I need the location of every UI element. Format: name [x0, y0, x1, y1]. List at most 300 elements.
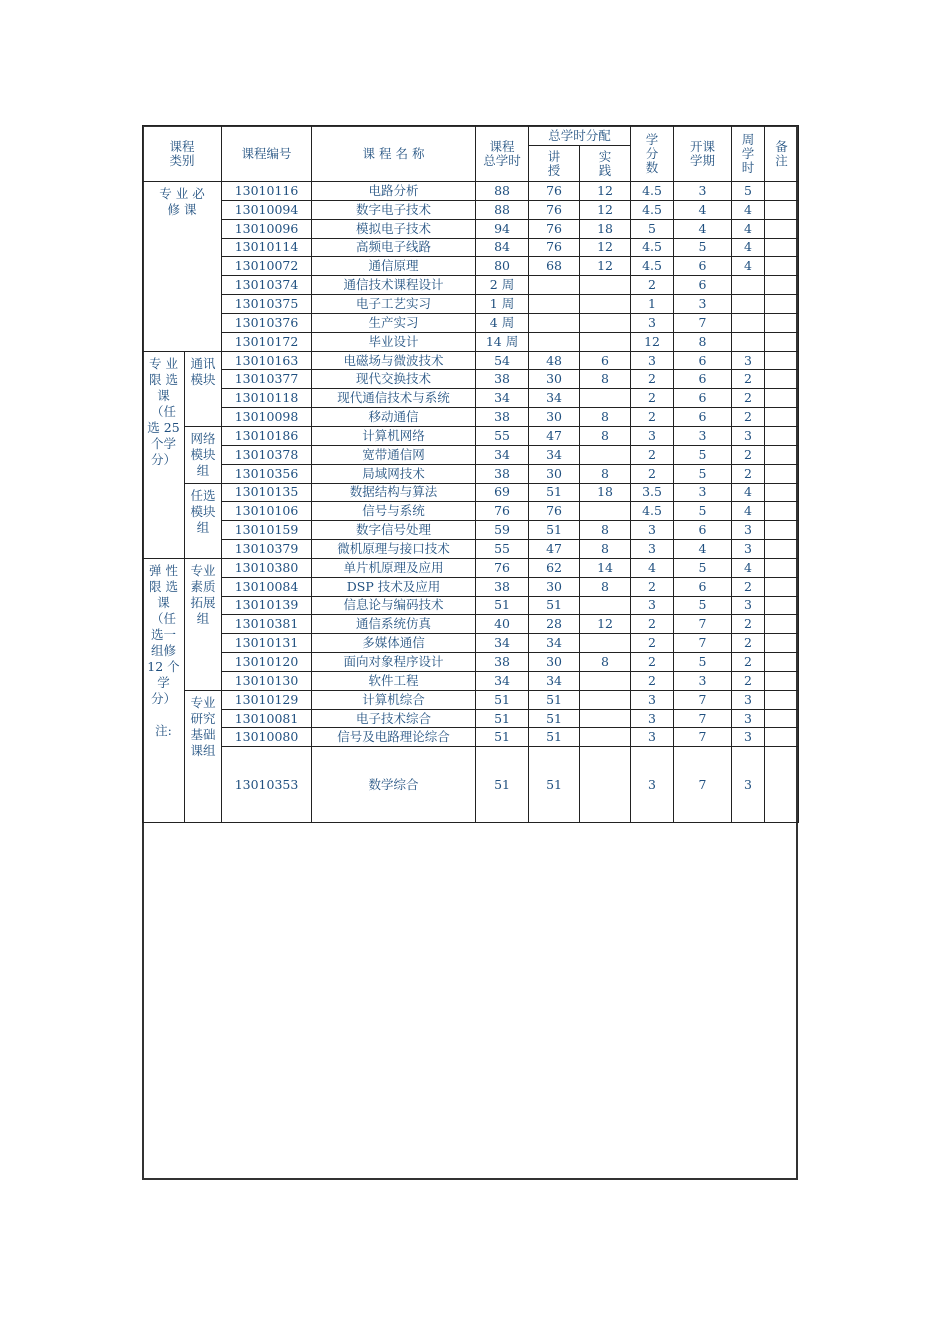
table-row [143, 200, 799, 219]
course-name: 高频电子线路 [312, 238, 476, 257]
lecture-hours: 47 [529, 540, 580, 559]
table-header [143, 126, 799, 182]
course-name: 现代交换技术 [312, 370, 476, 389]
semester: 5 [674, 238, 732, 257]
course-name: 计算机综合 [312, 690, 476, 709]
credits: 4.5 [631, 238, 674, 257]
semester: 4 [674, 200, 732, 219]
total-hours: 1 周 [476, 295, 529, 314]
remark [765, 634, 799, 653]
remark [765, 200, 799, 219]
remark [765, 653, 799, 672]
course-code: 13010084 [222, 577, 312, 596]
course-name: 数字电子技术 [312, 200, 476, 219]
header-lecture [529, 146, 580, 182]
lecture-hours: 51 [529, 747, 580, 823]
table-row [143, 351, 799, 370]
credits: 3 [631, 521, 674, 540]
lecture-hours: 30 [529, 408, 580, 427]
course-name: 电子工艺实习 [312, 295, 476, 314]
course-code: 13010377 [222, 370, 312, 389]
course-code: 13010172 [222, 332, 312, 351]
practice-hours: 8 [580, 426, 631, 445]
semester: 4 [674, 540, 732, 559]
header-remarks [765, 126, 799, 182]
course-name: 通信技术课程设计 [312, 276, 476, 295]
course-name: 单片机原理及应用 [312, 558, 476, 577]
lecture-hours: 51 [529, 483, 580, 502]
table-row [143, 483, 799, 502]
total-hours: 84 [476, 238, 529, 257]
credits: 4.5 [631, 182, 674, 201]
semester: 7 [674, 634, 732, 653]
weekly-hours: 4 [732, 238, 765, 257]
group-quality-label: 专业 素质 拓展 组 [190, 562, 216, 626]
lecture-hours: 34 [529, 634, 580, 653]
course-name: 微机原理与接口技术 [312, 540, 476, 559]
semester: 6 [674, 389, 732, 408]
credits: 4.5 [631, 257, 674, 276]
credits: 3 [631, 747, 674, 823]
module-network [185, 426, 222, 483]
credits: 2 [631, 634, 674, 653]
total-hours: 76 [476, 502, 529, 521]
header-lecture-text: 讲 授 [547, 148, 561, 178]
practice-hours: 8 [580, 540, 631, 559]
table-row [143, 709, 799, 728]
practice-hours: 18 [580, 483, 631, 502]
course-table [142, 125, 799, 823]
weekly-hours: 3 [732, 521, 765, 540]
credits: 2 [631, 408, 674, 427]
course-name: 电子技术综合 [312, 709, 476, 728]
header-total-hours [476, 126, 529, 182]
table-row [143, 445, 799, 464]
lecture-hours: 76 [529, 200, 580, 219]
practice-hours [580, 690, 631, 709]
course-code: 13010353 [222, 747, 312, 823]
course-name: 多媒体通信 [312, 634, 476, 653]
remark [765, 389, 799, 408]
practice-hours [580, 596, 631, 615]
remark [765, 238, 799, 257]
group-required-label: 专 业 必 修 课 [159, 186, 205, 217]
course-code: 13010376 [222, 313, 312, 332]
practice-hours: 18 [580, 219, 631, 238]
total-hours: 80 [476, 257, 529, 276]
course-name: 模拟电子技术 [312, 219, 476, 238]
table-row [143, 408, 799, 427]
header-practice-text: 实 践 [598, 148, 612, 178]
semester: 5 [674, 653, 732, 672]
course-name: 电路分析 [312, 182, 476, 201]
credits: 3 [631, 728, 674, 747]
lecture-hours: 34 [529, 389, 580, 408]
remark [765, 540, 799, 559]
table-row [143, 502, 799, 521]
lecture-hours: 76 [529, 219, 580, 238]
credits: 3 [631, 709, 674, 728]
header-name: 课 程 名 称 [312, 126, 476, 182]
table-row [143, 577, 799, 596]
remark [765, 728, 799, 747]
remark [765, 483, 799, 502]
semester: 7 [674, 747, 732, 823]
semester: 6 [674, 351, 732, 370]
lecture-hours: 28 [529, 615, 580, 634]
weekly-hours: 4 [732, 483, 765, 502]
module-comm [185, 351, 222, 426]
semester: 3 [674, 295, 732, 314]
total-hours: 14 周 [476, 332, 529, 351]
weekly-hours: 2 [732, 634, 765, 653]
remark [765, 276, 799, 295]
total-hours: 34 [476, 671, 529, 690]
course-code: 13010186 [222, 426, 312, 445]
remark [765, 521, 799, 540]
course-code: 13010379 [222, 540, 312, 559]
total-hours: 38 [476, 653, 529, 672]
course-name: 通信系统仿真 [312, 615, 476, 634]
header-category-text: 课程 类别 [169, 138, 195, 168]
credits: 2 [631, 615, 674, 634]
remark [765, 295, 799, 314]
weekly-hours: 3 [732, 690, 765, 709]
table-row [143, 653, 799, 672]
course-name: 信号及电路理论综合 [312, 728, 476, 747]
course-code: 13010080 [222, 728, 312, 747]
semester: 5 [674, 502, 732, 521]
course-code: 13010163 [222, 351, 312, 370]
semester: 3 [674, 182, 732, 201]
credits: 4.5 [631, 502, 674, 521]
header-code: 课程编号 [222, 126, 312, 182]
lecture-hours: 34 [529, 671, 580, 690]
weekly-hours: 3 [732, 596, 765, 615]
weekly-hours: 2 [732, 615, 765, 634]
practice-hours: 12 [580, 257, 631, 276]
course-name: 数字信号处理 [312, 521, 476, 540]
remark [765, 464, 799, 483]
course-name: 毕业设计 [312, 332, 476, 351]
lecture-hours: 76 [529, 182, 580, 201]
credits: 2 [631, 276, 674, 295]
weekly-hours: 2 [732, 389, 765, 408]
weekly-hours: 4 [732, 219, 765, 238]
practice-hours [580, 502, 631, 521]
total-hours: 51 [476, 728, 529, 747]
header-weekly-hours [732, 126, 765, 182]
header-semester-text: 开课 学期 [690, 138, 716, 168]
total-hours: 34 [476, 634, 529, 653]
lecture-hours [529, 332, 580, 351]
semester: 7 [674, 709, 732, 728]
course-name: 计算机网络 [312, 426, 476, 445]
credits: 2 [631, 464, 674, 483]
course-code: 13010120 [222, 653, 312, 672]
remark [765, 257, 799, 276]
remark [765, 370, 799, 389]
table-row [143, 257, 799, 276]
practice-hours [580, 634, 631, 653]
credits: 3.5 [631, 483, 674, 502]
practice-hours: 12 [580, 238, 631, 257]
semester: 6 [674, 370, 732, 389]
practice-hours: 6 [580, 351, 631, 370]
header-category [143, 126, 222, 182]
lecture-hours: 51 [529, 521, 580, 540]
weekly-hours: 2 [732, 408, 765, 427]
practice-hours [580, 276, 631, 295]
total-hours: 38 [476, 370, 529, 389]
header-total-hours-text: 课程 总学时 [483, 138, 521, 168]
total-hours: 51 [476, 690, 529, 709]
lecture-hours: 30 [529, 577, 580, 596]
group-research-label: 专业 研究 基础 课组 [190, 694, 216, 758]
credits: 3 [631, 313, 674, 332]
course-code: 13010096 [222, 219, 312, 238]
group-required [143, 182, 222, 352]
course-name: 局域网技术 [312, 464, 476, 483]
total-hours: 55 [476, 540, 529, 559]
table-row [143, 690, 799, 709]
practice-hours: 14 [580, 558, 631, 577]
table-row [143, 615, 799, 634]
course-name: 通信原理 [312, 257, 476, 276]
group-limited-label: 专 业 限 选 课 （任 选 25 个学 分） [147, 355, 180, 467]
table-row [143, 182, 799, 201]
practice-hours [580, 445, 631, 464]
course-code: 13010118 [222, 389, 312, 408]
header-hours-split: 总学时分配 [529, 126, 631, 146]
semester: 6 [674, 276, 732, 295]
weekly-hours: 4 [732, 502, 765, 521]
table-row [143, 747, 799, 823]
remark [765, 690, 799, 709]
course-code: 13010094 [222, 200, 312, 219]
weekly-hours [732, 313, 765, 332]
table-row [143, 370, 799, 389]
practice-hours: 8 [580, 653, 631, 672]
practice-hours [580, 332, 631, 351]
total-hours: 94 [476, 219, 529, 238]
group-quality [185, 558, 222, 690]
practice-hours [580, 295, 631, 314]
credits: 2 [631, 577, 674, 596]
notes-area [144, 824, 796, 1178]
practice-hours: 12 [580, 200, 631, 219]
module-optional [185, 483, 222, 558]
course-code: 13010378 [222, 445, 312, 464]
header-weekly-hours-text: 周 学 时 [741, 131, 755, 175]
remark [765, 313, 799, 332]
header-semester [674, 126, 732, 182]
credits: 3 [631, 690, 674, 709]
total-hours: 88 [476, 182, 529, 201]
credits: 5 [631, 219, 674, 238]
header-credits [631, 126, 674, 182]
practice-hours: 8 [580, 577, 631, 596]
lecture-hours [529, 295, 580, 314]
lecture-hours: 51 [529, 596, 580, 615]
course-code: 13010135 [222, 483, 312, 502]
table-row [143, 596, 799, 615]
weekly-hours: 3 [732, 709, 765, 728]
course-name: 信息论与编码技术 [312, 596, 476, 615]
total-hours: 34 [476, 389, 529, 408]
practice-hours [580, 709, 631, 728]
practice-hours [580, 671, 631, 690]
credits: 2 [631, 389, 674, 408]
lecture-hours: 34 [529, 445, 580, 464]
practice-hours: 8 [580, 370, 631, 389]
weekly-hours [732, 332, 765, 351]
semester: 5 [674, 558, 732, 577]
weekly-hours: 2 [732, 653, 765, 672]
course-name: 移动通信 [312, 408, 476, 427]
remark [765, 577, 799, 596]
table-row [143, 295, 799, 314]
group-limited [143, 351, 185, 558]
weekly-hours: 2 [732, 464, 765, 483]
lecture-hours: 30 [529, 464, 580, 483]
credits: 4.5 [631, 200, 674, 219]
semester: 3 [674, 671, 732, 690]
table-row [143, 276, 799, 295]
course-code: 13010114 [222, 238, 312, 257]
course-code: 13010081 [222, 709, 312, 728]
group-research [185, 690, 222, 823]
semester: 3 [674, 426, 732, 445]
remark [765, 502, 799, 521]
semester: 6 [674, 408, 732, 427]
lecture-hours [529, 276, 580, 295]
semester: 7 [674, 728, 732, 747]
table-row [143, 464, 799, 483]
remark [765, 709, 799, 728]
weekly-hours: 3 [732, 747, 765, 823]
semester: 7 [674, 615, 732, 634]
semester: 5 [674, 445, 732, 464]
practice-hours: 12 [580, 615, 631, 634]
credits: 3 [631, 351, 674, 370]
remark [765, 671, 799, 690]
semester: 4 [674, 219, 732, 238]
practice-hours: 8 [580, 464, 631, 483]
table-row [143, 238, 799, 257]
semester: 3 [674, 483, 732, 502]
remark [765, 408, 799, 427]
table-body [143, 182, 799, 823]
lecture-hours: 30 [529, 370, 580, 389]
course-code: 13010380 [222, 558, 312, 577]
table-row [143, 426, 799, 445]
course-name: 信号与系统 [312, 502, 476, 521]
weekly-hours: 3 [732, 728, 765, 747]
semester: 7 [674, 690, 732, 709]
weekly-hours: 5 [732, 182, 765, 201]
total-hours: 76 [476, 558, 529, 577]
lecture-hours: 30 [529, 653, 580, 672]
credits: 3 [631, 426, 674, 445]
course-code: 13010106 [222, 502, 312, 521]
credits: 1 [631, 295, 674, 314]
table-row [143, 671, 799, 690]
practice-hours: 12 [580, 182, 631, 201]
course-code: 13010375 [222, 295, 312, 314]
weekly-hours: 4 [732, 257, 765, 276]
semester: 5 [674, 464, 732, 483]
course-name: 宽带通信网 [312, 445, 476, 464]
semester: 6 [674, 577, 732, 596]
total-hours: 51 [476, 709, 529, 728]
table-row [143, 558, 799, 577]
course-name: 软件工程 [312, 671, 476, 690]
lecture-hours: 62 [529, 558, 580, 577]
course-code: 13010381 [222, 615, 312, 634]
credits: 3 [631, 596, 674, 615]
total-hours: 38 [476, 408, 529, 427]
total-hours: 38 [476, 577, 529, 596]
remark [765, 747, 799, 823]
total-hours: 59 [476, 521, 529, 540]
course-code: 13010159 [222, 521, 312, 540]
total-hours: 51 [476, 596, 529, 615]
remark [765, 615, 799, 634]
lecture-hours: 76 [529, 238, 580, 257]
semester: 5 [674, 596, 732, 615]
course-name: 数据结构与算法 [312, 483, 476, 502]
total-hours: 38 [476, 464, 529, 483]
total-hours: 34 [476, 445, 529, 464]
lecture-hours: 51 [529, 728, 580, 747]
course-name: 电磁场与微波技术 [312, 351, 476, 370]
header-remarks-text: 备 注 [775, 138, 788, 168]
remark [765, 332, 799, 351]
total-hours: 55 [476, 426, 529, 445]
course-name: 生产实习 [312, 313, 476, 332]
remark [765, 182, 799, 201]
weekly-hours: 4 [732, 558, 765, 577]
lecture-hours: 48 [529, 351, 580, 370]
remark [765, 445, 799, 464]
table-row [143, 313, 799, 332]
course-name: 面向对象程序设计 [312, 653, 476, 672]
remark [765, 426, 799, 445]
module-network-label: 网络 模块 组 [190, 430, 216, 478]
remark [765, 558, 799, 577]
remark [765, 596, 799, 615]
module-comm-label: 通讯 模块 [190, 355, 216, 387]
practice-hours [580, 728, 631, 747]
credits: 2 [631, 370, 674, 389]
weekly-hours: 3 [732, 426, 765, 445]
credits: 12 [631, 332, 674, 351]
weekly-hours: 2 [732, 577, 765, 596]
course-name: 数学综合 [312, 747, 476, 823]
course-name: DSP 技术及应用 [312, 577, 476, 596]
total-hours: 54 [476, 351, 529, 370]
remark [765, 351, 799, 370]
course-code: 13010356 [222, 464, 312, 483]
lecture-hours [529, 313, 580, 332]
module-optional-label: 任选 模块 组 [190, 487, 216, 535]
total-hours: 69 [476, 483, 529, 502]
course-code: 13010098 [222, 408, 312, 427]
weekly-hours [732, 295, 765, 314]
course-code: 13010139 [222, 596, 312, 615]
lecture-hours: 68 [529, 257, 580, 276]
